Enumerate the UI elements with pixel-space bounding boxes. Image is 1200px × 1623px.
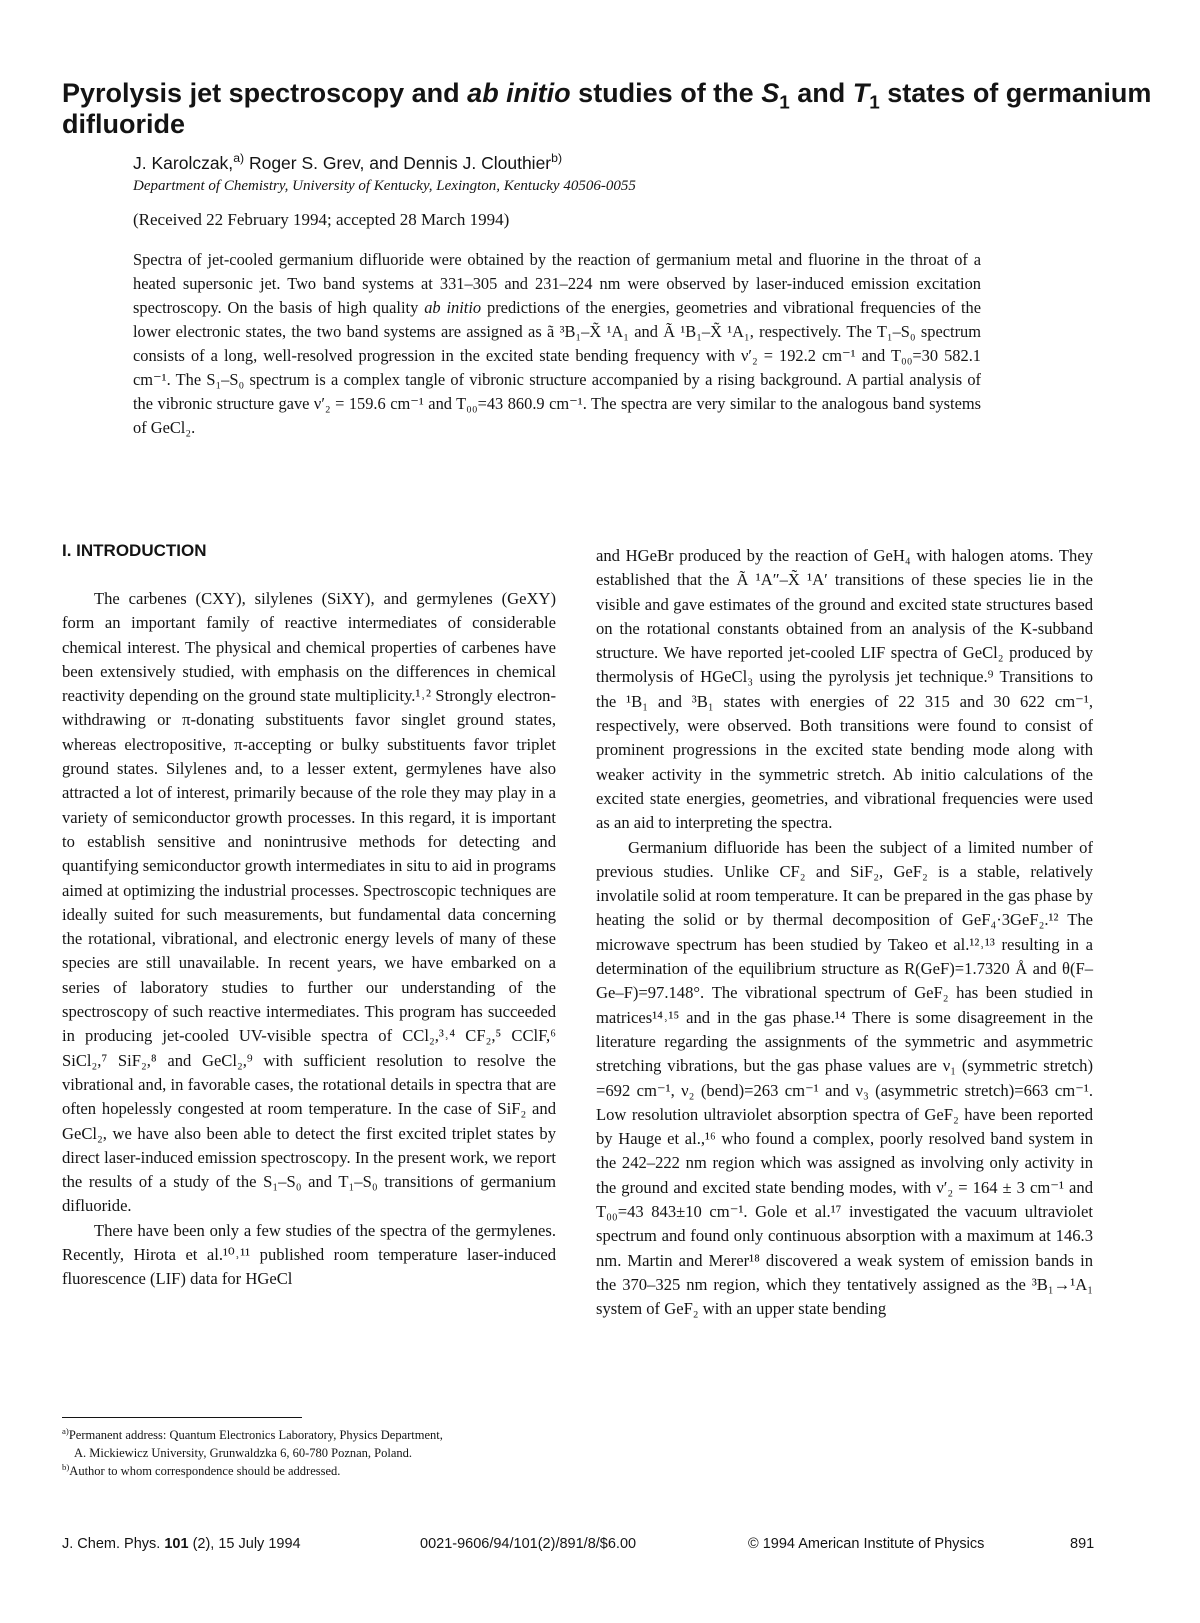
title-italic: ab initio (467, 78, 571, 108)
paper-title (62, 78, 1152, 140)
footnote-mark: a) (233, 151, 245, 166)
abstract-text: Spectra of jet-cooled germanium difluoride were obtained by the reaction of germanium metal and fluorine in the throat of a heated supersonic jet. Two band systems at 331–305 and 231–224 nm were observed by laser-induced emission excitation spectroscopy. On the basis of high quality (133, 250, 981, 317)
body-paragraph: and HGeBr produced by the reaction of GeH₄ with halogen atoms. They established that the Ã ¹A″–X̃ ¹A′ transitions of these species lie in the visible and gave estimates of the ground and excited state structures based on the rotational constants obtained from an analysis of the K-subband structure. We have reported jet-cooled LIF spectra of GeCl₂ produced by thermolysis of HGeCl₃ using the pyrolysis jet technique.⁹ Transitions to the ¹B₁ and ³B₁ states with energies of 22 315 and 30 622 cm⁻¹, respectively, were observed. Both transitions were found to consist of prominent progressions in the excited state bending mode along with weaker activity in the symmetric stretch. Ab initio calculations of the excited state energies, geometries, and vibrational frequencies were used as an aid to interpreting the spectra. (596, 546, 1093, 833)
page-number: 891 (1070, 1536, 1095, 1552)
title-text: studies of the (570, 78, 762, 108)
footnote-text: Author to whom correspondence should be addressed. (69, 1464, 341, 1478)
received-dates: (Received 22 February 1994; accepted 28 March 1994) (133, 210, 510, 229)
footnote-b (62, 1462, 556, 1480)
abstract-italic: ab initio (424, 298, 482, 317)
footnote-text: Permanent address: Quantum Electronics Laboratory, Physics Department, (68, 1428, 443, 1442)
journal-volume: 101 (164, 1536, 189, 1552)
right-column (596, 544, 1093, 1322)
footer-article-code: 0021-9606/94/101(2)/891/8/$6.00 (420, 1536, 637, 1552)
footnote-a-continued: A. Mickiewicz University, Grunwaldzka 6, 60-780 Poznan, Poland. (74, 1446, 413, 1460)
footer-journal-citation (62, 1536, 301, 1552)
footnote-mark: a) (62, 1425, 69, 1436)
title-text: Pyrolysis jet spectroscopy and (62, 78, 468, 108)
affiliation: Department of Chemistry, University of Kentucky, Lexington, Kentucky 40506-0055 (133, 178, 636, 194)
body-paragraph: The carbenes (CXY), silylenes (SiXY), and germylenes (GeXY) form an important family of reactive intermediates of considerable chemical interest. The physical and chemical properties of carbenes have been extensively studied, with emphasis on the differences in chemical reactivity depending on the ground state multiplicity.¹˒² Strongly electron-withdrawing or π-donating substituents favor singlet ground states, whereas electropositive, π-accepting or bulky substituents favor triplet ground states. Silylenes and, to a lesser extent, germylenes have also attracted a lot of interest, primarily because of the role they may play in a variety of semiconductor growth processes. In this regard, it is important to establish sensitive and nonintrusive methods for detecting and quantifying semiconductor growth intermediates in situ to aid in programs aimed at optimizing the industrial processes. Spectroscopic techniques are ideally suited for such measurements, but fundamental data concerning the rotational, vibrational, and electronic energy levels of many of these species are still unavailable. In recent years, we have embarked on a series of laboratory studies to further our understanding of the spectroscopy of such reactive intermediates. This program has succeeded in producing jet-cooled UV-visible spectra of CCl₂,³˒⁴ CF₂,⁵ CClF,⁶ SiCl₂,⁷ SiF₂,⁸ and GeCl₂,⁹ with sufficient resolution to resolve the vibrational and, in favorable cases, the rotational details in spectra that are often hopelessly congested at room temperature. In the case of SiF₂ and GeCl₂, we have also been able to detect the first excited triplet states by direct laser-induced emission spectroscopy. In the present work, we report the results of a study of the S₁–S₀ and T₁–S₀ transitions of germanium difluoride. (62, 589, 556, 1216)
author-name: J. Karolczak, (133, 153, 234, 173)
section-heading: I. INTRODUCTION (62, 541, 207, 560)
issue-date: (2), 15 July 1994 (188, 1536, 301, 1552)
body-paragraph: There have been only a few studies of the spectra of the germylenes. Recently, Hirota et al.¹⁰˒¹¹ published room temperature laser-induced fluorescence (LIF) data for HGeCl (62, 1220, 556, 1289)
author-name: Roger S. Grev, and Dennis J. Clouthier (244, 153, 552, 173)
title-symbol-t: T (852, 78, 870, 108)
abstract-text: predictions of the energies, geometries and vibrational frequencies of the lower electronic states, the two band systems are assigned as ã ³B₁–X̃ ¹A₁ and Ã ¹B₁–X̃ ¹A₁, respectively. The T₁–S₀ spectrum consists of a long, well-resolved progression in the excited state bending frequency with ν′₂ = 192.2 cm⁻¹ and T₀₀=30 582.1 cm⁻¹. The S₁–S₀ spectrum is a complex tangle of vibronic structure accompanied by a rising background. A partial analysis of the vibronic structure gave ν′₂ = 159.6 cm⁻¹ and T₀₀=43 860.9 cm⁻¹. The spectra are very similar to the analogous band systems of GeCl₂. (133, 298, 981, 437)
title-text: and (789, 78, 853, 108)
title-text: states of germanium difluoride (62, 78, 1152, 139)
title-symbol-s: S (761, 78, 780, 108)
footnote-mark: b) (62, 1461, 70, 1472)
title-subscript: 1 (779, 92, 790, 114)
journal-name: J. Chem. Phys. (62, 1536, 161, 1552)
abstract (133, 248, 981, 440)
footer-copyright: © 1994 American Institute of Physics (748, 1536, 985, 1552)
body-paragraph: Germanium difluoride has been the subject of a limited number of previous studies. Unlike CF₂ and SiF₂, GeF₂ is a stable, relatively involatile solid at room temperature. It can be prepared in the gas phase by heating the solid or by thermal decomposition of GeF₄·3GeF₂.¹² The microwave spectrum has been studied by Takeo et al.¹²˒¹³ resulting in a determination of the equilibrium structure as R(GeF)=1.7320 Å and θ(F–Ge–F)=97.148°. The vibrational spectrum of GeF₂ has been studied in matrices¹⁴˒¹⁵ and in the gas phase.¹⁴ There is some disagreement in the literature regarding the assignments of the symmetric and asymmetric stretching vibrations, but the gas phase values are ν₁ (symmetric stretch) =692 cm⁻¹, ν₂ (bend)=263 cm⁻¹ and ν₃ (asymmetric stretch)=663 cm⁻¹. Low resolution ultraviolet absorption spectra of GeF₂ have been reported by Hauge et al.,¹⁶ who found a complex, poorly resolved band system in the 242–222 nm region which was assigned as involving only activity in the ground and excited state bending modes, with ν′₂ = 164 ± 3 cm⁻¹ and T₀₀=43 843±10 cm⁻¹. Gole et al.¹⁷ investigated the vacuum ultraviolet spectrum and found only continuous absorption with a maximum at 146.3 nm. Martin and Merer¹⁸ discovered a weak system of emission bands in the 370–325 nm region, which they tentatively assigned as the ³B₁→¹A₁ system of GeF₂ with an upper state bending (596, 837, 1093, 1319)
footnotes (62, 1426, 556, 1480)
author-line (133, 153, 562, 174)
footnote-divider (62, 1417, 302, 1418)
footnote-a (62, 1426, 556, 1444)
title-subscript: 1 (869, 92, 880, 114)
footnote-mark: b) (551, 151, 563, 166)
left-column (62, 540, 556, 1292)
